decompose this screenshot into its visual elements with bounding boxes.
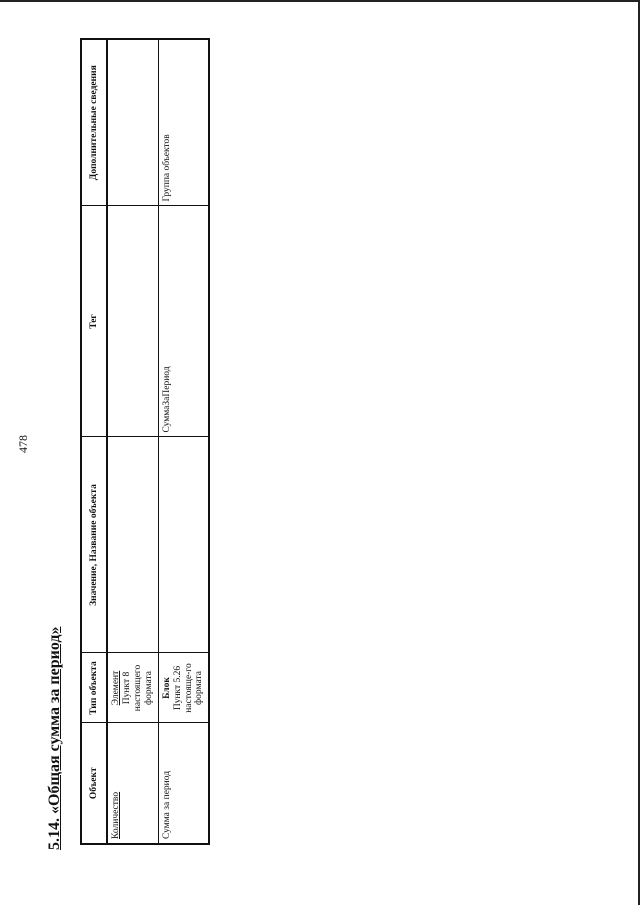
object-name: Сумма за период [161, 770, 172, 839]
cell-value-name [158, 437, 209, 653]
object-type-ref: Пункт 5.26 настояще-го формата [172, 663, 205, 713]
object-type-main: Элемент [111, 670, 121, 706]
cell-additional-info: Группа объектов [158, 39, 209, 206]
cell-value-name [107, 437, 158, 653]
header-object: Объект [81, 723, 107, 844]
cell-object-type [158, 653, 209, 723]
header-additional-info: Дополнительные сведения [81, 39, 107, 206]
object-name: Количество [111, 791, 121, 839]
cell-object [107, 723, 158, 844]
page-number: 478 [16, 435, 30, 453]
cell-object [158, 723, 209, 844]
table-header-row [81, 39, 107, 844]
header-object-type: Тип объекта [81, 653, 107, 723]
object-type-ref: Пункт 8 настоящего формата [121, 664, 154, 712]
cell-additional-info [107, 39, 158, 206]
object-type-main: Блок [161, 677, 172, 699]
cell-object-type [107, 653, 158, 723]
table-row [158, 39, 209, 844]
cell-tag: СуммаЗаПериод [158, 206, 209, 437]
cell-tag [107, 206, 158, 437]
section-title: 5.14. «Общая сумма за период» [46, 626, 63, 850]
table-row [107, 39, 158, 844]
spec-table [80, 38, 210, 845]
header-value-name: Значение, Название объекта [81, 437, 107, 653]
header-tag: Тег [81, 206, 107, 437]
